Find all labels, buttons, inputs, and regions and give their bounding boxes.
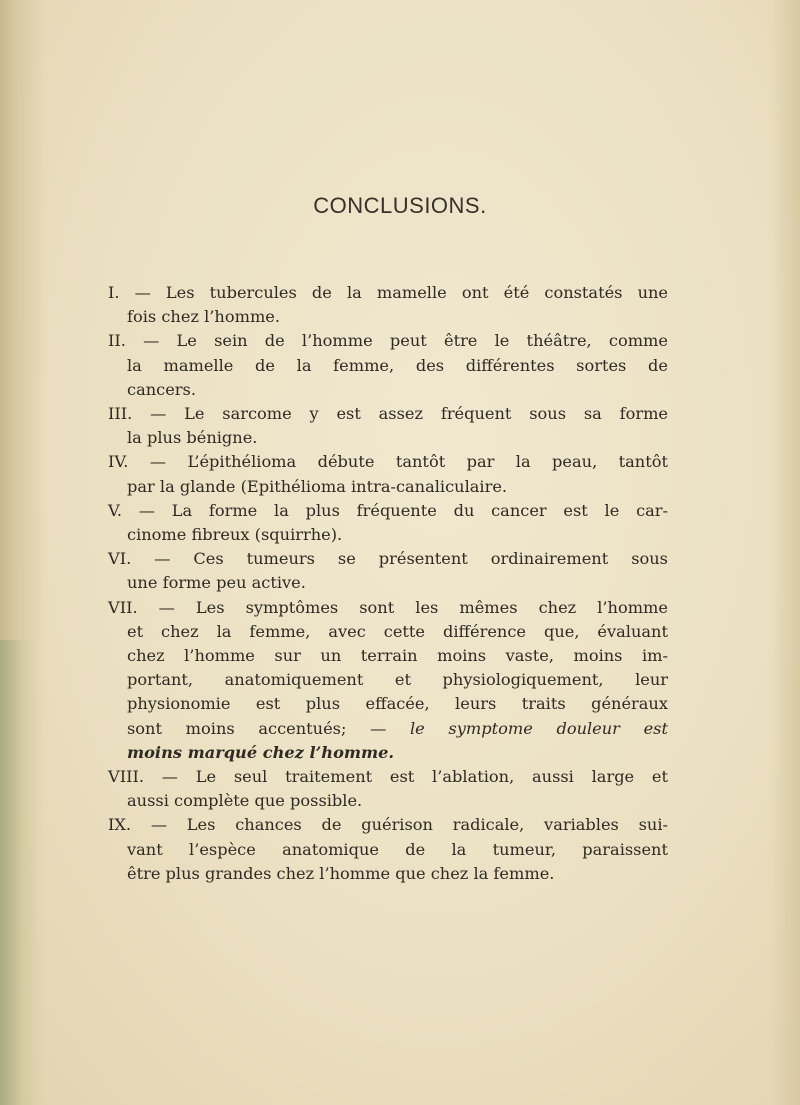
conclusions-text bbox=[108, 281, 668, 886]
conclusion-item-9 bbox=[108, 813, 668, 886]
conclusion-item-2 bbox=[108, 329, 668, 402]
text-line: V. — La forme la plus fréquente du cancer est le car- bbox=[108, 500, 668, 520]
text-line: la mamelle de la femme, des différentes sortes de bbox=[127, 355, 668, 375]
conclusion-item-7 bbox=[108, 596, 668, 765]
text-line: chez l’homme sur un terrain moins vaste, moins im- bbox=[127, 646, 668, 666]
conclusion-item-4 bbox=[108, 450, 668, 498]
text-line: portant, anatomiquement et physiologiquement, leur bbox=[127, 670, 668, 690]
page-stain bbox=[0, 640, 38, 1105]
text-line: VII. — Les symptômes sont les mêmes chez l’homme bbox=[108, 597, 668, 617]
text-line: III. — Le sarcome y est assez fréquent sous sa forme bbox=[108, 404, 668, 424]
text-line bbox=[108, 717, 668, 741]
text-line: une forme peu active. bbox=[127, 573, 306, 593]
emphasis-text: moins marqué chez l’homme. bbox=[127, 742, 395, 762]
conclusion-item-5 bbox=[108, 499, 668, 547]
text-line: cinome fibreux (squirrhe). bbox=[127, 525, 343, 545]
text-line: la plus bénigne. bbox=[127, 428, 258, 448]
text-line: I. — Les tubercules de la mamelle ont été constatés une bbox=[108, 283, 668, 302]
text-line: II. — Le sein de l’homme peut être le théâtre, comme bbox=[108, 331, 668, 351]
text-line: physionomie est plus effacée, leurs traits généraux bbox=[127, 694, 668, 714]
text-line: IV. — L’épithélioma débute tantôt par la peau, tantôt bbox=[108, 452, 668, 472]
text-line: et chez la femme, avec cette différence que, évaluant bbox=[127, 621, 668, 641]
text-line: par la glande (Epithélioma intra-canaliculaire. bbox=[127, 476, 508, 496]
conclusion-item-6 bbox=[108, 547, 668, 595]
text-run: sont moins accentués; — bbox=[127, 718, 410, 738]
text-line: VIII. — Le seul traitement est l’ablation, aussi large et bbox=[108, 767, 668, 787]
text-line: vant l’espèce anatomique de la tumeur, paraissent bbox=[127, 839, 668, 859]
emphasis-text: le symptome douleur est bbox=[409, 718, 668, 738]
text-line: cancers. bbox=[127, 379, 196, 399]
conclusion-item-3 bbox=[108, 402, 668, 450]
text-line: IX. — Les chances de guérison radicale, variables sui- bbox=[108, 815, 668, 835]
text-line: VI. — Ces tumeurs se présentent ordinairement sous bbox=[108, 549, 668, 569]
page-title: CONCLUSIONS. bbox=[313, 193, 487, 218]
text-line: fois chez l’homme. bbox=[127, 307, 281, 327]
page-right-edge-shadow bbox=[770, 0, 800, 1105]
conclusion-item-1 bbox=[108, 281, 668, 329]
conclusion-item-8 bbox=[108, 765, 668, 813]
text-line: être plus grandes chez l’homme que chez la femme. bbox=[127, 863, 555, 883]
text-line: aussi complète que possible. bbox=[127, 791, 363, 811]
